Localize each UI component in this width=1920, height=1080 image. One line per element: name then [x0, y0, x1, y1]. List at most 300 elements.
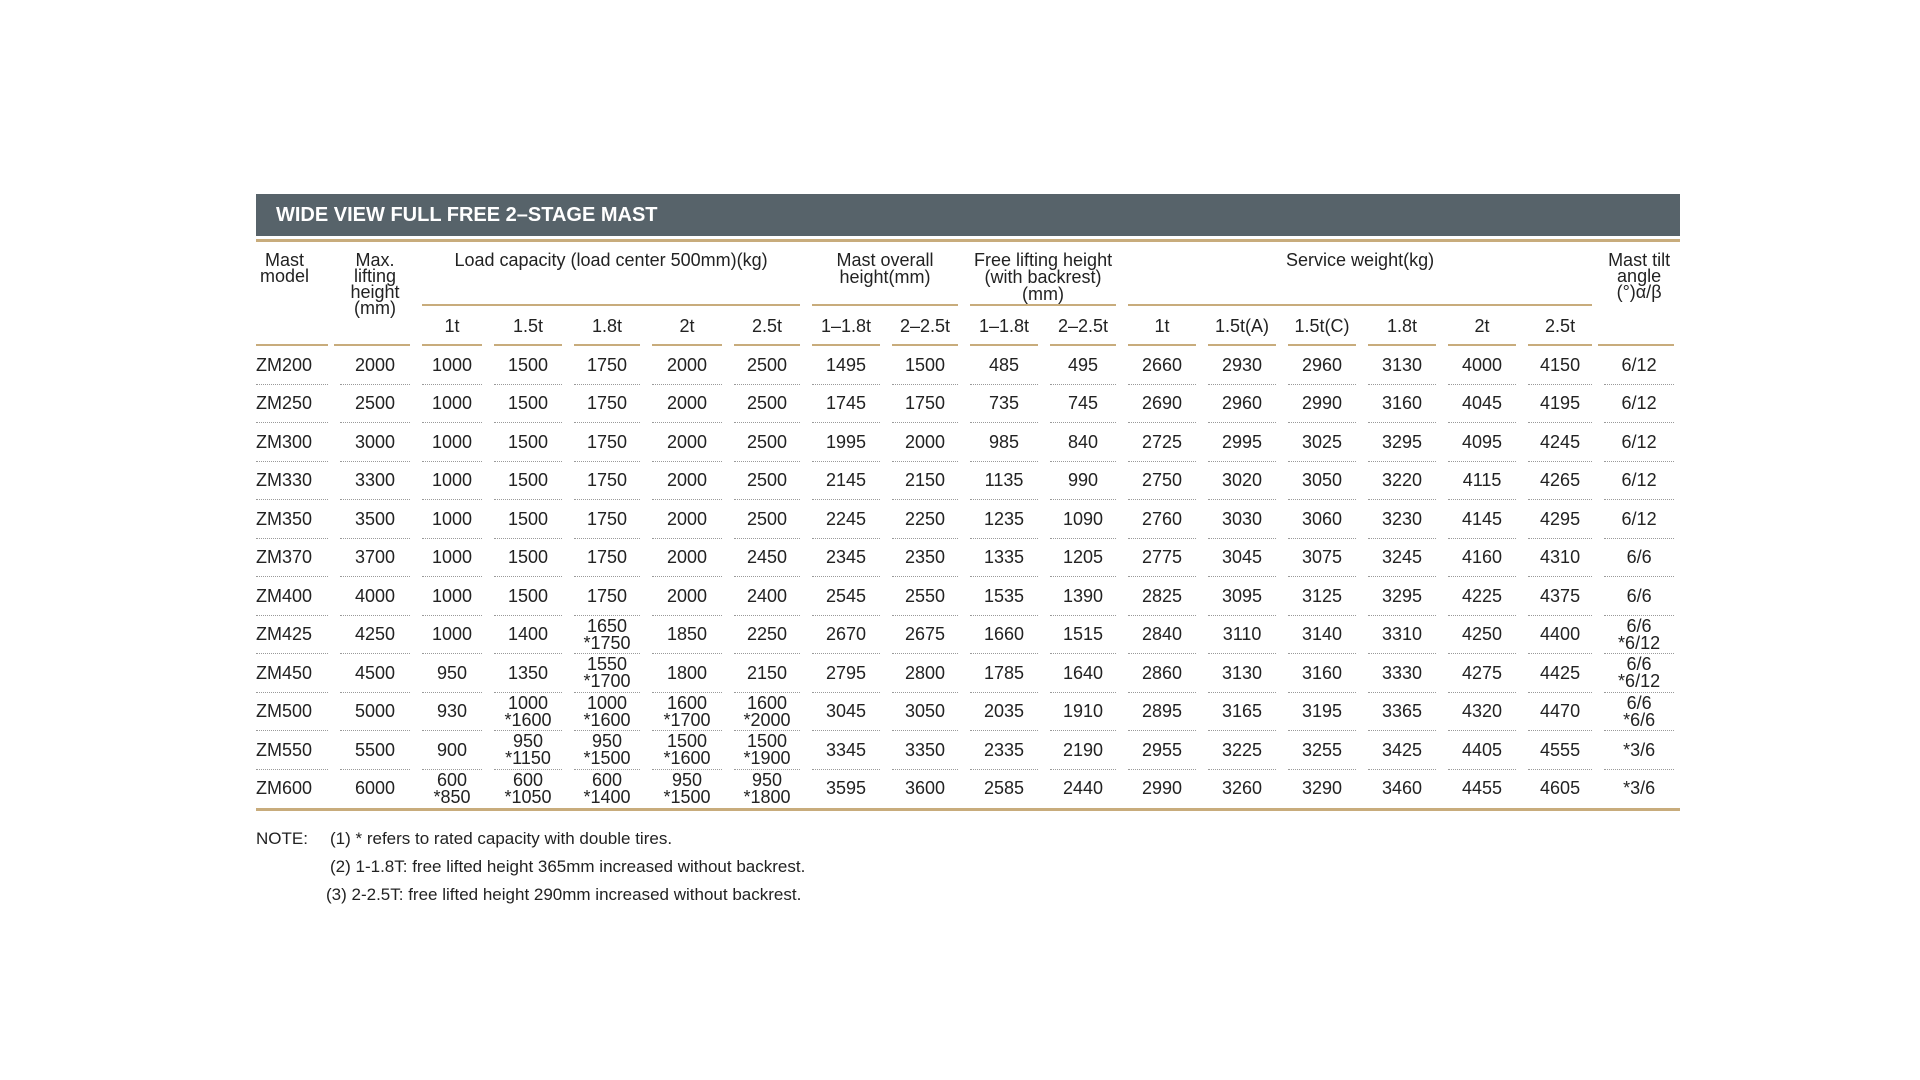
header-mast-overall-height: Mast overall height(mm) [806, 242, 964, 306]
stacked-value [583, 656, 630, 690]
stacked-value [583, 769, 631, 807]
table-cell: 1090 [1044, 500, 1122, 539]
table-cell: 3130 [1362, 346, 1442, 385]
table-cell: 2690 [1122, 385, 1202, 424]
table-cell: 4555 [1522, 731, 1598, 770]
table-cell: 3290 [1302, 778, 1343, 799]
table-cell: 4275 [1442, 654, 1522, 693]
table-cell: 2000 [646, 577, 728, 616]
table-row [256, 616, 1680, 655]
table-cell: 2990 [1142, 778, 1183, 799]
table-cell: 2150 [886, 462, 964, 501]
stacked-line: *6/6 [1623, 709, 1656, 730]
stacked-line: *6/12 [1618, 671, 1661, 692]
table-cell: 2990 [1282, 385, 1362, 424]
table-cell: 6/12 [1598, 462, 1680, 501]
table-cell: 1390 [1044, 577, 1122, 616]
table-cell: 3500 [334, 500, 416, 539]
table-cell: 5000 [334, 693, 416, 732]
table-cell [568, 616, 646, 655]
stacked-line: 950 [591, 731, 623, 752]
stacked-line: 950 [751, 769, 783, 790]
table-cell [416, 770, 488, 809]
header-weight-sub: 1.8t [1362, 306, 1442, 346]
note-1: (1) * refers to rated capacity with double tires. [330, 829, 673, 848]
stacked-line: 6/6 [1626, 654, 1652, 675]
stacked-line: *1400 [583, 786, 631, 807]
table-cell: 2000 [646, 500, 728, 539]
table-cell: 1500 [488, 539, 568, 578]
table-cell: 6/6 [1598, 539, 1680, 578]
table-cell: 3060 [1282, 500, 1362, 539]
table-cell: 1205 [1044, 539, 1122, 578]
table-cell: 4405 [1442, 731, 1522, 770]
table-cell [1598, 693, 1680, 732]
stacked-line: *1500 [583, 748, 631, 769]
note-3: (3) 2-2.5T: free lifted height 290mm increased without backrest. [326, 885, 802, 904]
stacked-line: 950 [671, 769, 703, 790]
table-cell: 1500 [886, 346, 964, 385]
table-cell: 4095 [1442, 423, 1522, 462]
table-cell: 2000 [646, 423, 728, 462]
table-cell: 2350 [886, 539, 964, 578]
table-cell: 1400 [488, 616, 568, 655]
table-cell: 1000 [416, 539, 488, 578]
table-cell: 900 [416, 731, 488, 770]
table-cell: 1500 [488, 346, 568, 385]
table-cell [728, 770, 806, 809]
table-cell: 4400 [1522, 616, 1598, 655]
stacked-line: 600 [591, 769, 623, 790]
stacked-value [663, 692, 711, 730]
table-cell: 1750 [568, 539, 646, 578]
table-row [256, 346, 1680, 385]
table-cell: 4425 [1522, 654, 1598, 693]
table-body [256, 346, 1680, 808]
table-cell: 1535 [964, 577, 1044, 616]
table-cell [646, 770, 728, 809]
header-load-sub: 1.8t [568, 306, 646, 346]
table-cell: 4195 [1522, 385, 1598, 424]
table-cell: 2150 [728, 654, 806, 693]
table-cell: 1750 [886, 385, 964, 424]
header-load-sub: 2.5t [728, 306, 806, 346]
table-cell: 3230 [1362, 500, 1442, 539]
table-cell [728, 693, 806, 732]
cell-model: ZM250 [256, 385, 334, 424]
header-weight-sub: 1t [1122, 306, 1202, 346]
stacked-line: 6/6 [1626, 692, 1652, 713]
table-cell: 1800 [646, 654, 728, 693]
stacked-value [1623, 692, 1656, 730]
header-free-sub: 1–1.8t [964, 306, 1044, 346]
table-cell: *3/6 [1623, 778, 1656, 799]
header-free-sub: 2–2.5t [1044, 306, 1122, 346]
table-cell: 2795 [806, 654, 886, 693]
table-row [256, 577, 1680, 616]
table-cell: 2995 [1202, 423, 1282, 462]
table-cell: 2675 [886, 616, 964, 655]
table-cell: 2440 [1063, 778, 1104, 799]
header-load-sub: 2t [646, 306, 728, 346]
cell-model: ZM450 [256, 654, 334, 693]
table-cell: 4295 [1522, 500, 1598, 539]
notes [256, 825, 1680, 909]
table-cell: 3310 [1362, 616, 1442, 655]
stacked-value [743, 769, 791, 807]
header-mast-tilt-angle: Mast tilt angle (°)α/β [1598, 242, 1680, 346]
table-cell: 6/12 [1598, 346, 1680, 385]
table-cell: 2960 [1202, 385, 1282, 424]
table-cell: 495 [1044, 346, 1122, 385]
table-cell: 2930 [1202, 346, 1282, 385]
table-cell: 2800 [886, 654, 964, 693]
header-weight-sub: 2t [1442, 306, 1522, 346]
header-weight-sub: 1.5t(A) [1202, 306, 1282, 346]
header-load-capacity: Load capacity (load center 500mm)(kg) [416, 242, 806, 306]
cell-model: ZM200 [256, 346, 334, 385]
stacked-line: 1600 [746, 692, 788, 713]
table-cell: 3220 [1362, 462, 1442, 501]
table-cell: 1750 [568, 462, 646, 501]
stacked-value [583, 615, 631, 653]
table-cell: *3/6 [1598, 731, 1680, 770]
table-cell: 6/6 [1598, 577, 1680, 616]
stacked-value [743, 733, 790, 767]
table-cell: 2840 [1122, 616, 1202, 655]
table-cell: 1000 [416, 577, 488, 616]
table-cell: 3460 [1382, 778, 1423, 799]
stacked-line: 1600 [666, 692, 708, 713]
table-cell: 3350 [886, 731, 964, 770]
table-cell: 1515 [1044, 616, 1122, 655]
table-cell: 2725 [1122, 423, 1202, 462]
table-cell: 3160 [1362, 385, 1442, 424]
table-cell: 1000 [416, 616, 488, 655]
table-cell: 4160 [1442, 539, 1522, 578]
table-cell: 2895 [1122, 693, 1202, 732]
table-cell: 3260 [1222, 778, 1263, 799]
table-cell: 4250 [1442, 616, 1522, 655]
table-cell: 4000 [1442, 346, 1522, 385]
stacked-line: 600 [512, 769, 544, 790]
table-cell: 2825 [1122, 577, 1202, 616]
stacked-value [505, 733, 551, 767]
stacked-line: *1900 [743, 748, 791, 769]
table-cell [728, 731, 806, 770]
stacked-line: 1000 [586, 692, 628, 713]
table-cell: 990 [1044, 462, 1122, 501]
table-cell: 3050 [886, 693, 964, 732]
header-mast-model: Mast model [256, 242, 334, 346]
stacked-line: 6/6 [1626, 615, 1652, 636]
table-cell: 2760 [1122, 500, 1202, 539]
cell-model: ZM300 [256, 423, 334, 462]
table-cell: 2000 [646, 462, 728, 501]
cell-model: ZM425 [256, 616, 334, 655]
table-cell: 4045 [1442, 385, 1522, 424]
table-cell [568, 731, 646, 770]
table-cell: 3050 [1282, 462, 1362, 501]
table-header [256, 242, 1680, 346]
table-cell: 1640 [1044, 654, 1122, 693]
table-cell: 4115 [1442, 462, 1522, 501]
table-row [256, 693, 1680, 732]
table-row [256, 462, 1680, 501]
table-cell [568, 693, 646, 732]
table-cell: 3165 [1202, 693, 1282, 732]
table-cell: 4150 [1522, 346, 1598, 385]
stacked-value [1618, 615, 1661, 653]
table-cell: 3160 [1282, 654, 1362, 693]
header-weight-sub: 1.5t(C) [1282, 306, 1362, 346]
note-lead: NOTE: [256, 829, 308, 848]
table-cell: 4605 [1540, 778, 1581, 799]
stacked-value [583, 692, 631, 730]
stacked-value [504, 769, 552, 807]
header-overall-sub: 2–2.5t [886, 306, 964, 346]
table-cell: 2960 [1282, 346, 1362, 385]
table-cell: 950 [416, 654, 488, 693]
table-cell: 2750 [1122, 462, 1202, 501]
table-cell: 3025 [1282, 423, 1362, 462]
table-cell: 3425 [1362, 731, 1442, 770]
table-cell: 3130 [1202, 654, 1282, 693]
table-cell: 3110 [1202, 616, 1282, 655]
table-cell: 3225 [1202, 731, 1282, 770]
table-cell: 840 [1044, 423, 1122, 462]
stacked-line: 1500 [666, 731, 708, 752]
table-cell: 3000 [334, 423, 416, 462]
table-cell: 1495 [806, 346, 886, 385]
table-cell: 930 [416, 693, 488, 732]
table-bottom-rule [256, 808, 1680, 811]
table-cell: 1000 [416, 423, 488, 462]
stacked-line: *1600 [583, 709, 631, 730]
table-cell: 2860 [1122, 654, 1202, 693]
header-load-sub: 1.5t [488, 306, 568, 346]
table-cell: 3330 [1362, 654, 1442, 693]
table-cell: 1500 [488, 577, 568, 616]
cell-model: ZM500 [256, 693, 334, 732]
spec-table [256, 242, 1680, 808]
table-cell: 4320 [1442, 693, 1522, 732]
table-cell: 2250 [728, 616, 806, 655]
table-cell [488, 731, 568, 770]
table-cell: 1500 [488, 423, 568, 462]
stacked-line: *1600 [504, 709, 552, 730]
cell-model: ZM600 [256, 778, 313, 799]
table-cell: 2000 [646, 385, 728, 424]
stacked-line: *1150 [505, 748, 551, 769]
table-cell: 2000 [886, 423, 964, 462]
table-cell: 1500 [488, 385, 568, 424]
table-cell: 1000 [416, 500, 488, 539]
table-cell: 4225 [1442, 577, 1522, 616]
stacked-line: *6/12 [1618, 632, 1661, 653]
table-cell: 3365 [1362, 693, 1442, 732]
table-cell: 1750 [568, 423, 646, 462]
cell-model: ZM350 [256, 500, 334, 539]
table-cell: 2670 [806, 616, 886, 655]
stacked-line: *1700 [663, 709, 711, 730]
table-cell: 2500 [728, 346, 806, 385]
cell-model: ZM550 [256, 731, 334, 770]
table-cell: 3700 [334, 539, 416, 578]
table-cell: 2500 [728, 462, 806, 501]
note-2: (2) 1-1.8T: free lifted height 365mm increased without backrest. [330, 857, 806, 876]
note-row-1 [256, 825, 1680, 853]
table-cell: 2000 [334, 346, 416, 385]
header-free-lifting-height: Free lifting height (with backrest)(mm) [964, 242, 1122, 306]
stacked-line: *1800 [743, 786, 791, 807]
table-row [256, 385, 1680, 424]
table-cell: 3030 [1202, 500, 1282, 539]
stacked-value [663, 733, 710, 767]
table-cell: 3140 [1282, 616, 1362, 655]
table-cell [646, 693, 728, 732]
table-cell: 1750 [568, 385, 646, 424]
table-cell: 3345 [806, 731, 886, 770]
stacked-value [504, 692, 552, 730]
stacked-line: 1000 [507, 692, 549, 713]
table-cell: 4500 [334, 654, 416, 693]
table-cell: 4455 [1462, 778, 1503, 799]
table-cell: 2250 [886, 500, 964, 539]
table-cell: 6/12 [1598, 385, 1680, 424]
table-cell: 2245 [806, 500, 886, 539]
table-cell: 2345 [806, 539, 886, 578]
table-cell [1598, 654, 1680, 693]
table-cell: 3045 [1202, 539, 1282, 578]
header-weight-sub: 2.5t [1522, 306, 1598, 346]
table-cell: 1235 [964, 500, 1044, 539]
stacked-line: *1700 [583, 671, 631, 692]
table-cell: 4470 [1522, 693, 1598, 732]
table-cell: 2000 [646, 346, 728, 385]
stacked-line: 600 [436, 769, 468, 790]
table-row [256, 539, 1680, 578]
table-cell: 3295 [1362, 423, 1442, 462]
table-cell: 4310 [1522, 539, 1598, 578]
table-cell: 6/12 [1598, 500, 1680, 539]
table-cell: 2545 [806, 577, 886, 616]
table-cell [488, 693, 568, 732]
sub-header-row [256, 306, 1680, 346]
stacked-line: *1500 [663, 786, 711, 807]
table-cell: 485 [964, 346, 1044, 385]
table-cell: 2500 [334, 385, 416, 424]
cell-model: ZM370 [256, 539, 334, 578]
table-cell: 3125 [1282, 577, 1362, 616]
stacked-line: *850 [433, 786, 471, 807]
table-cell: 1785 [964, 654, 1044, 693]
table-cell: 2500 [728, 423, 806, 462]
table-cell [646, 731, 728, 770]
table-cell: 3075 [1282, 539, 1362, 578]
table-cell: 3195 [1282, 693, 1362, 732]
table-cell: 3245 [1362, 539, 1442, 578]
table-cell: 2000 [646, 539, 728, 578]
stacked-value [1618, 656, 1660, 690]
table-cell: 2450 [728, 539, 806, 578]
note-row-3 [256, 881, 1680, 909]
stacked-line: *2000 [743, 709, 791, 730]
table-cell: 3045 [806, 693, 886, 732]
table-cell: 6/12 [1598, 423, 1680, 462]
table-cell: 1335 [964, 539, 1044, 578]
table-cell: 1750 [568, 500, 646, 539]
table-cell: 3600 [905, 778, 946, 799]
table-cell: 1850 [646, 616, 728, 655]
table-cell: 5500 [334, 731, 416, 770]
table-cell: 4375 [1522, 577, 1598, 616]
table-cell: 3595 [826, 778, 867, 799]
table-cell: 2500 [728, 500, 806, 539]
header-load-sub: 1t [416, 306, 488, 346]
table-cell: 2335 [964, 731, 1044, 770]
stacked-value [743, 692, 791, 730]
stacked-line: 1500 [746, 731, 788, 752]
table-cell: 1135 [964, 462, 1044, 501]
table-cell: 3255 [1282, 731, 1362, 770]
table-title: WIDE VIEW FULL FREE 2–STAGE MAST [256, 194, 1680, 236]
table-cell: 2585 [984, 778, 1025, 799]
table-cell: 1500 [488, 462, 568, 501]
table-cell: 4145 [1442, 500, 1522, 539]
table-cell: 2400 [728, 577, 806, 616]
table-cell: 4265 [1522, 462, 1598, 501]
table-row [256, 423, 1680, 462]
table-row [256, 731, 1680, 770]
table-cell: 4250 [334, 616, 416, 655]
header-service-weight: Service weight(kg) [1122, 242, 1598, 306]
stacked-value [433, 769, 471, 807]
table-cell: 745 [1044, 385, 1122, 424]
table-cell: 2145 [806, 462, 886, 501]
table-cell: 2190 [1044, 731, 1122, 770]
table-cell: 2955 [1122, 731, 1202, 770]
stacked-line: 1650 [586, 615, 628, 636]
stacked-value [583, 733, 630, 767]
header-overall-sub: 1–1.8t [806, 306, 886, 346]
table-cell: 1750 [568, 577, 646, 616]
table-cell: 2660 [1122, 346, 1202, 385]
spec-sheet [256, 194, 1680, 909]
table-cell: 1000 [416, 462, 488, 501]
table-cell: 4000 [334, 577, 416, 616]
note-row-2 [256, 853, 1680, 881]
table-cell: 3300 [334, 462, 416, 501]
table-cell [488, 770, 568, 809]
table-row [256, 500, 1680, 539]
cell-model: ZM400 [256, 577, 334, 616]
table-row [256, 654, 1680, 693]
table-cell: 2775 [1122, 539, 1202, 578]
table-cell: 3095 [1202, 577, 1282, 616]
table-cell: 1500 [488, 500, 568, 539]
table-cell: 3020 [1202, 462, 1282, 501]
stacked-line: 1550 [586, 654, 628, 675]
table-cell: 3295 [1362, 577, 1442, 616]
table-cell: 6000 [354, 778, 396, 799]
table-cell: 2550 [886, 577, 964, 616]
stacked-line: 950 [512, 731, 544, 752]
table-cell: 1000 [416, 385, 488, 424]
stacked-line: *1050 [504, 786, 552, 807]
table-cell: 1995 [806, 423, 886, 462]
table-cell: 985 [964, 423, 1044, 462]
